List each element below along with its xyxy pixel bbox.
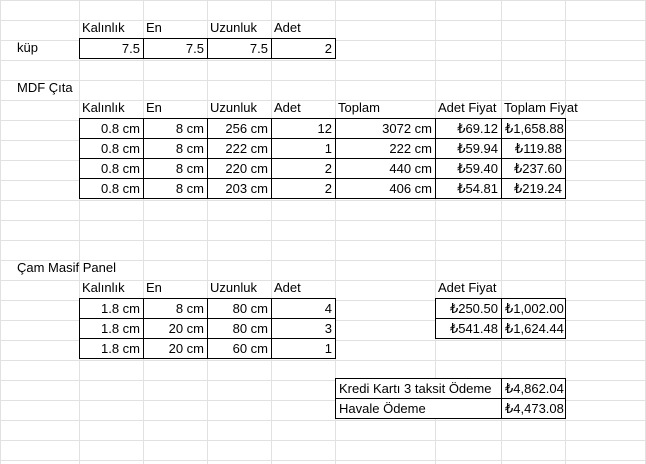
pine-price-cell[interactable]: ₺541.48 <box>435 318 502 339</box>
gridline <box>143 0 144 464</box>
pine-price-cell[interactable]: ₺1,002.00 <box>501 298 566 319</box>
cube-header-length[interactable]: Uzunluk <box>210 20 257 35</box>
mdf-cell[interactable]: 256 cm <box>207 118 272 139</box>
mdf-cell[interactable]: ₺237.60 <box>501 158 566 179</box>
mdf-cell[interactable]: 8 cm <box>143 138 208 159</box>
mdf-header-length[interactable]: Uzunluk <box>210 100 257 115</box>
mdf-cell[interactable]: 12 <box>271 118 336 139</box>
pine-cell[interactable]: 1 <box>271 338 336 359</box>
pine-header-count[interactable]: Adet <box>274 280 301 295</box>
pine-cell[interactable]: 1.8 cm <box>79 338 144 359</box>
gridline <box>79 0 80 464</box>
pine-cell[interactable]: 80 cm <box>207 318 272 339</box>
cube-header-width[interactable]: En <box>146 20 162 35</box>
pine-cell[interactable]: 60 cm <box>207 338 272 359</box>
mdf-cell[interactable]: 222 cm <box>335 138 436 159</box>
pine-cell[interactable]: 4 <box>271 298 336 319</box>
mdf-header-count[interactable]: Adet <box>274 100 301 115</box>
pine-header-length[interactable]: Uzunluk <box>210 280 257 295</box>
gridline <box>207 0 208 464</box>
mdf-cell[interactable]: ₺69.12 <box>435 118 502 139</box>
pine-header-thickness[interactable]: Kalınlık <box>82 280 125 295</box>
mdf-header-width[interactable]: En <box>146 100 162 115</box>
pine-cell[interactable]: 1.8 cm <box>79 318 144 339</box>
mdf-cell[interactable]: 0.8 cm <box>79 118 144 139</box>
mdf-header-total[interactable]: Toplam <box>338 100 380 115</box>
mdf-cell[interactable]: ₺1,658.88 <box>501 118 566 139</box>
pine-cell[interactable]: 80 cm <box>207 298 272 319</box>
summary-value-transfer[interactable]: ₺4,473.08 <box>501 398 566 419</box>
mdf-cell[interactable]: 0.8 cm <box>79 138 144 159</box>
mdf-cell[interactable]: 440 cm <box>335 158 436 179</box>
mdf-header-total-price[interactable]: Toplam Fiyat <box>504 100 578 115</box>
pine-price-cell[interactable]: ₺1,624.44 <box>501 318 566 339</box>
mdf-header-unit-price[interactable]: Adet Fiyat <box>438 100 497 115</box>
cube-count-cell[interactable]: 2 <box>271 38 336 59</box>
mdf-header-thickness[interactable]: Kalınlık <box>82 100 125 115</box>
pine-cell[interactable]: 20 cm <box>143 318 208 339</box>
mdf-cell[interactable]: 220 cm <box>207 158 272 179</box>
mdf-cell[interactable]: 203 cm <box>207 178 272 199</box>
cube-length-cell[interactable]: 7.5 <box>207 38 272 59</box>
cube-header-thickness[interactable]: Kalınlık <box>82 20 125 35</box>
summary-label-transfer[interactable]: Havale Ödeme <box>335 398 502 419</box>
pine-title[interactable]: Çam Masif Panel <box>17 260 116 275</box>
mdf-cell[interactable]: 2 <box>271 158 336 179</box>
pine-cell[interactable]: 1.8 cm <box>79 298 144 319</box>
pine-header-unit-price[interactable]: Adet Fiyat <box>438 280 497 295</box>
cube-thickness-cell[interactable]: 7.5 <box>79 38 144 59</box>
pine-cell[interactable]: 3 <box>271 318 336 339</box>
cube-label[interactable]: küp <box>17 40 38 55</box>
mdf-cell[interactable]: 1 <box>271 138 336 159</box>
mdf-cell[interactable]: ₺59.94 <box>435 138 502 159</box>
mdf-cell[interactable]: 0.8 cm <box>79 178 144 199</box>
cube-header-count[interactable]: Adet <box>274 20 301 35</box>
mdf-title[interactable]: MDF Çıta <box>17 80 73 95</box>
mdf-cell[interactable]: 406 cm <box>335 178 436 199</box>
summary-value-credit-card[interactable]: ₺4,862.04 <box>501 378 566 399</box>
mdf-cell[interactable]: ₺219.24 <box>501 178 566 199</box>
pine-header-width[interactable]: En <box>146 280 162 295</box>
cube-width-cell[interactable]: 7.5 <box>143 38 208 59</box>
mdf-cell[interactable]: 8 cm <box>143 118 208 139</box>
mdf-cell[interactable]: 8 cm <box>143 158 208 179</box>
gridline <box>271 0 272 464</box>
mdf-cell[interactable]: 8 cm <box>143 178 208 199</box>
mdf-cell[interactable]: 2 <box>271 178 336 199</box>
summary-label-credit-card[interactable]: Kredi Kartı 3 taksit Ödeme <box>335 378 502 399</box>
mdf-cell[interactable]: ₺54.81 <box>435 178 502 199</box>
mdf-cell[interactable]: ₺59.40 <box>435 158 502 179</box>
mdf-cell[interactable]: ₺119.88 <box>501 138 566 159</box>
mdf-cell[interactable]: 0.8 cm <box>79 158 144 179</box>
pine-cell[interactable]: 20 cm <box>143 338 208 359</box>
pine-cell[interactable]: 8 cm <box>143 298 208 319</box>
mdf-cell[interactable]: 3072 cm <box>335 118 436 139</box>
mdf-cell[interactable]: 222 cm <box>207 138 272 159</box>
pine-price-cell[interactable]: ₺250.50 <box>435 298 502 319</box>
